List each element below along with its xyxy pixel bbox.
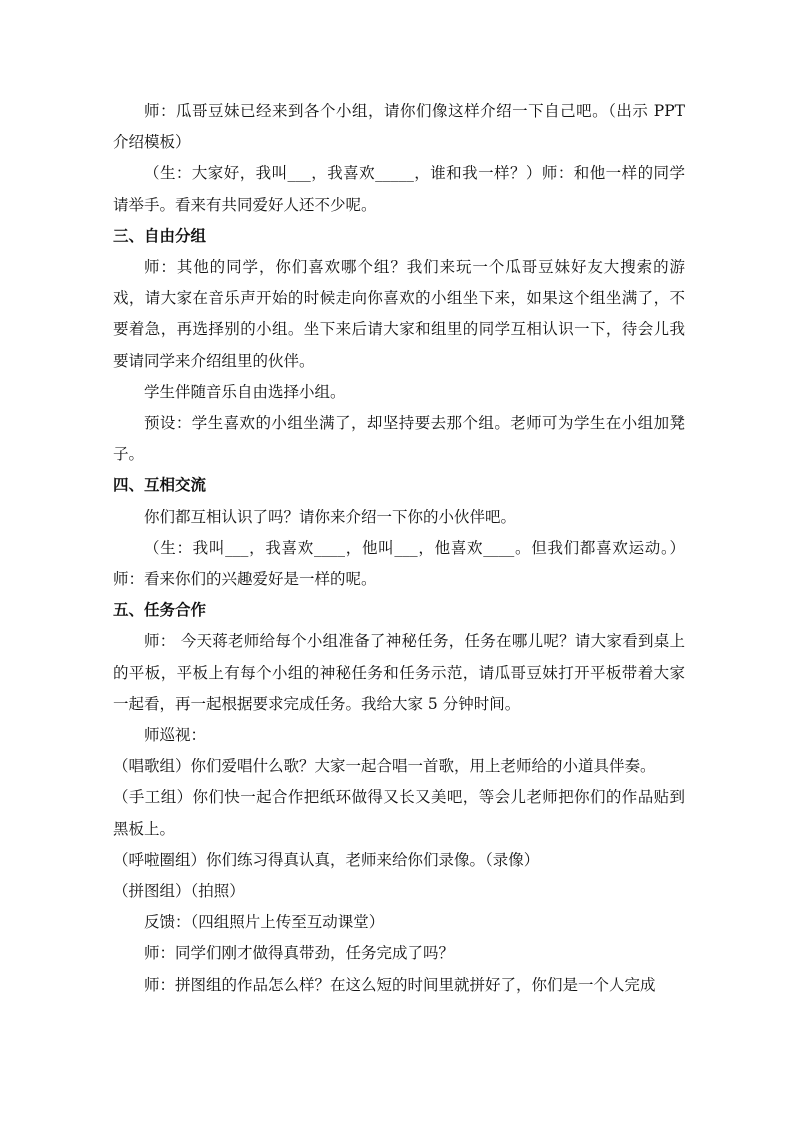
paragraph-puzzle-result: 师：拼图组的作品怎么样？在这么短的时间里就拼好了，你们是一个人完成 bbox=[144, 975, 656, 994]
paragraph-music-grouping: 学生伴随音乐自由选择小组。 bbox=[144, 382, 346, 401]
paragraph-feedback: 反馈：（四组照片上传至互动课堂） bbox=[144, 913, 385, 932]
paragraph-introduce-partner: 你们都互相认识了吗？请你来介绍一下你的小伙伴吧。 bbox=[144, 507, 517, 526]
paragraph-singing-group: （唱歌组）你们爱唱什么歌？大家一起合唱一首歌，用上老师给的小道具伴奏。 bbox=[113, 757, 656, 776]
paragraph-student-intro: （生：大家好，我叫___，我喜欢_____，谁和我一样？）师：和他一样的同学请举手。看来有共同爱好人还不少呢。 bbox=[113, 164, 685, 214]
paragraph-intro-teacher: 师：瓜哥豆妹已经来到各个小组，请你们像这样介绍一下自己吧。（出示 PPT 介绍模板） bbox=[113, 102, 685, 152]
paragraph-task-check: 师：同学们刚才做得真带劲，任务完成了吗？ bbox=[144, 944, 455, 963]
paragraph-student-partner: （生：我叫___，我喜欢____，他叫___，他喜欢____。但我们都喜欢运动。）师：看来你们的兴趣爱好是一样的呢。 bbox=[113, 538, 685, 589]
paragraph-handcraft-group: （手工组）你们快一起合作把纸环做得又长又美吧，等会儿老师把你们的作品贴到黑板上。 bbox=[113, 788, 685, 838]
section-heading-free-grouping: 三、自由分组 bbox=[113, 226, 207, 245]
paragraph-preset: 预设：学生喜欢的小组坐满了，却坚持要去那个组。老师可为学生在小组加凳子。 bbox=[113, 414, 685, 464]
paragraph-grouping-instructions: 师：其他的同学，你们喜欢哪个组？我们来玩一个瓜哥豆妹好友大搜索的游戏，请大家在音乐声开始的时候走向你喜欢的小组坐下来，如果这个组坐满了，不要着急，再选择别的小组。坐下来后请大家和组里的同学互相认识一下，待会儿我要请同学来介绍组里的伙伴。 bbox=[113, 258, 685, 370]
section-heading-exchange: 四、互相交流 bbox=[113, 476, 207, 495]
document-body bbox=[113, 96, 685, 1001]
paragraph-puzzle-group: （拼图组）（拍照） bbox=[113, 882, 245, 901]
section-heading-task-cooperation: 五、任务合作 bbox=[113, 601, 207, 620]
paragraph-task-intro: 师： 今天蒋老师给每个小组准备了神秘任务，任务在哪儿呢？请大家看到桌上的平板，平板上有每个小组的神秘任务和任务示范，请瓜哥豆妹打开平板带着大家一起看，再一起根据要求完成任务。我给大家 5 分钟时间。 bbox=[113, 632, 685, 713]
paragraph-hula-hoop-group: （呼啦圈组）你们练习得真认真，老师来给你们录像。（录像） bbox=[113, 850, 540, 869]
paragraph-teacher-patrol: 师巡视： bbox=[144, 726, 207, 745]
